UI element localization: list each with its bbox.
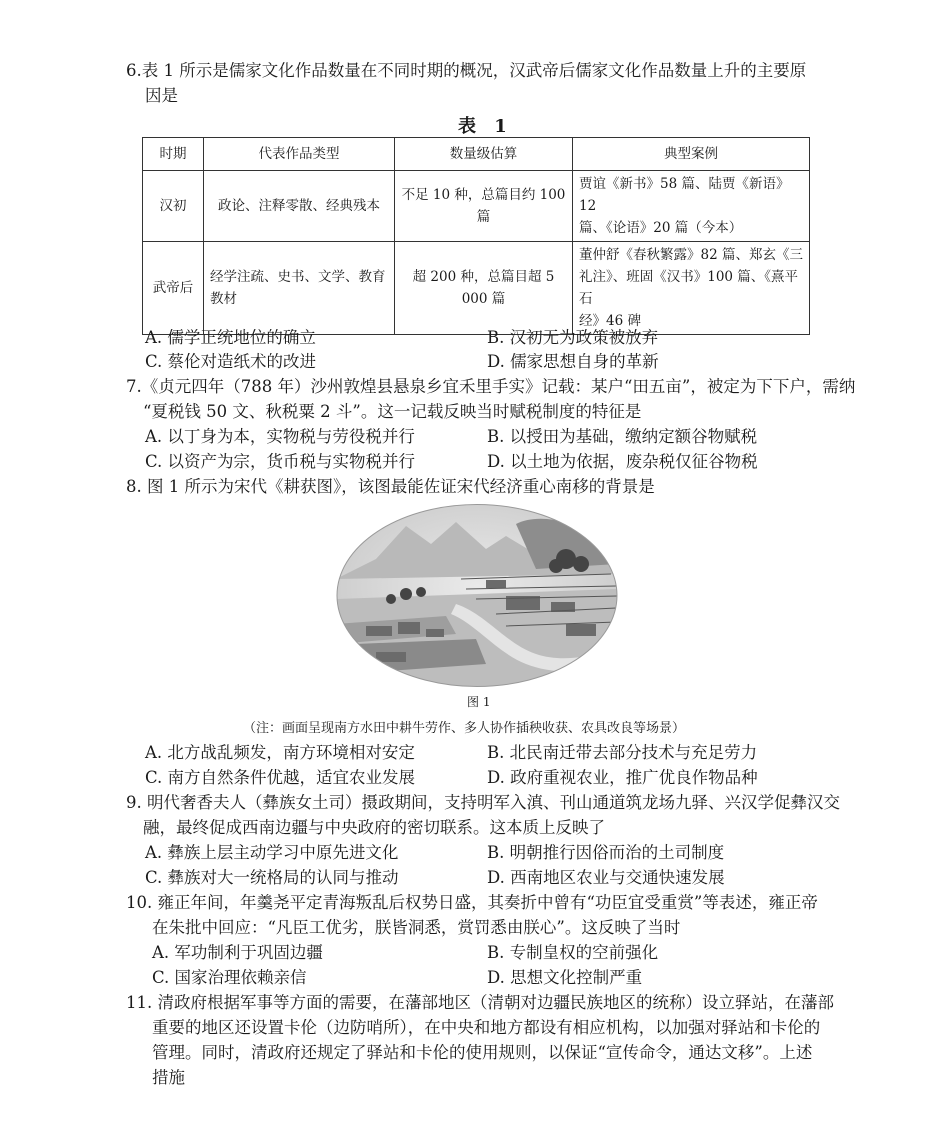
q7-option-c[interactable]: C. 以资产为宗，货币税与实物税并行 bbox=[145, 452, 416, 471]
q7-option-a[interactable]: A. 以丁身为本，实物税与劳役税并行 bbox=[145, 427, 415, 446]
cell-cases-line: 贾谊《新书》58 篇、陆贾《新语》12 bbox=[579, 176, 790, 214]
q8-stem-line1: 8. 图 1 所示为宋代《耕获图》，该图最能佐证宋代经济重心南移的背景是 bbox=[126, 477, 655, 496]
farming-painting-figure bbox=[336, 504, 618, 687]
cell-types-line: 教材 bbox=[210, 291, 237, 307]
figure-label: 图 1 bbox=[467, 695, 491, 709]
cell-types bbox=[204, 242, 395, 335]
cell-cases-line: 礼注》、班固《汉书》100 篇、《熹平石 bbox=[579, 269, 799, 307]
q7-option-b[interactable]: B. 以授田为基础，缴纳定额谷物赋税 bbox=[487, 427, 758, 446]
cell-period: 武帝后 bbox=[143, 242, 204, 335]
q9-option-b[interactable]: B. 明朝推行因俗而治的土司制度 bbox=[487, 843, 725, 862]
q8-option-a[interactable]: A. 北方战乱频发，南方环境相对安定 bbox=[145, 743, 415, 762]
table-row bbox=[143, 242, 810, 335]
cell-types-line: 经学注疏、史书、文学、教育 bbox=[210, 269, 386, 285]
cell-cases-line: 董仲舒《春秋繁露》82 篇、郑玄《三 bbox=[579, 247, 803, 263]
header-types: 代表作品类型 bbox=[204, 138, 395, 171]
q9-stem-line1: 9. 明代奢香夫人（彝族女土司）摄政期间，支持明军入滇、刊山通道筑龙场九驿、兴汉学促彝汉交 bbox=[126, 793, 840, 812]
table-caption: 表 1 bbox=[458, 116, 513, 137]
table-row bbox=[143, 171, 810, 242]
table-header-row bbox=[143, 138, 810, 171]
q11-stem-line2: 重要的地区还设置卡伦（边防哨所），在中央和地方都设有相应机构，以加强对驿站和卡伦的 bbox=[152, 1018, 821, 1037]
q10-option-b[interactable]: B. 专制皇权的空前强化 bbox=[487, 943, 659, 962]
q7-stem-line2: “夏税钱 50 文、秋税粟 2 斗”。这一记载反映当时赋税制度的特征是 bbox=[143, 402, 642, 421]
data-table bbox=[142, 137, 810, 335]
q10-stem-line1: 10. 雍正年间，年羹尧平定青海叛乱后权势日盛，其奏折中曾有“功臣宜受重赏”等表述，雍正帝 bbox=[126, 893, 818, 912]
q8-option-d[interactable]: D. 政府重视农业，推广优良作物品种 bbox=[487, 768, 758, 787]
cell-cases bbox=[573, 242, 810, 335]
q11-stem-line4: 措施 bbox=[152, 1068, 185, 1087]
cell-types: 政论、注释零散、经典残本 bbox=[204, 171, 395, 242]
cell-period: 汉初 bbox=[143, 171, 204, 242]
figure-note: （注：画面呈现南方水田中耕牛劳作、多人协作插秧收获、农具改良等场景） bbox=[243, 721, 686, 736]
q8-option-b[interactable]: B. 北民南迁带去部分技术与充足劳力 bbox=[487, 743, 758, 762]
q7-stem-line1: 7.《贞元四年（788 年）沙州敦煌县悬泉乡宜禾里手实》记载：某户“田五亩”，被定为下下户，需纳 bbox=[126, 377, 856, 396]
q10-stem-line2: 在朱批中回应：“凡臣工优劣，朕皆洞悉，赏罚悉由朕心”。这反映了当时 bbox=[152, 918, 681, 937]
q11-stem-line1: 11. 清政府根据军事等方面的需要，在藩部地区（清朝对边疆民族地区的统称）设立驿站，在藩部 bbox=[126, 993, 834, 1012]
q7-option-d[interactable]: D. 以土地为依据，废杂税仅征谷物税 bbox=[487, 452, 758, 471]
cell-cases bbox=[573, 171, 810, 242]
q6-option-a[interactable]: A. 儒学正统地位的确立 bbox=[145, 328, 316, 347]
q9-stem-line2: 融，最终促成西南边疆与中央政府的密切联系。这本质上反映了 bbox=[143, 818, 605, 837]
q10-option-a[interactable]: A. 军功制利于巩固边疆 bbox=[152, 943, 323, 962]
q9-option-a[interactable]: A. 彝族上层主动学习中原先进文化 bbox=[145, 843, 399, 862]
q11-stem-line3: 管理。同时，清政府还规定了驿站和卡伦的使用规则，以保证“宣传命令，通达文移”。上述 bbox=[152, 1043, 813, 1062]
q10-option-d[interactable]: D. 思想文化控制严重 bbox=[487, 968, 643, 987]
cell-cases-line: 篇、《论语》20 篇（今本） bbox=[579, 220, 743, 236]
q10-option-c[interactable]: C. 国家治理依赖亲信 bbox=[152, 968, 307, 987]
q9-option-d[interactable]: D. 西南地区农业与交通快速发展 bbox=[487, 868, 725, 887]
q8-option-c[interactable]: C. 南方自然条件优越，适宜农业发展 bbox=[145, 768, 416, 787]
header-count: 数量级估算 bbox=[395, 138, 573, 171]
q6-option-d[interactable]: D. 儒家思想自身的革新 bbox=[487, 352, 659, 371]
q6-option-c[interactable]: C. 蔡伦对造纸术的改进 bbox=[145, 352, 317, 371]
q9-option-c[interactable]: C. 彝族对大一统格局的认同与推动 bbox=[145, 868, 399, 887]
q6-option-b[interactable]: B. 汉初无为政策被放弃 bbox=[487, 328, 659, 347]
header-period: 时期 bbox=[143, 138, 204, 171]
cell-cases-line: 经》46 碑 bbox=[579, 313, 641, 329]
q6-stem-line2: 因是 bbox=[145, 86, 178, 105]
cell-count: 超 200 种，总篇目超 5 000 篇 bbox=[395, 242, 573, 335]
header-cases: 典型案例 bbox=[573, 138, 810, 171]
q6-stem-line1: 6.表 1 所示是儒家文化作品数量在不同时期的概况，汉武帝后儒家文化作品数量上升的主要原 bbox=[126, 61, 807, 80]
cell-count: 不足 10 种，总篇目约 100 篇 bbox=[395, 171, 573, 242]
